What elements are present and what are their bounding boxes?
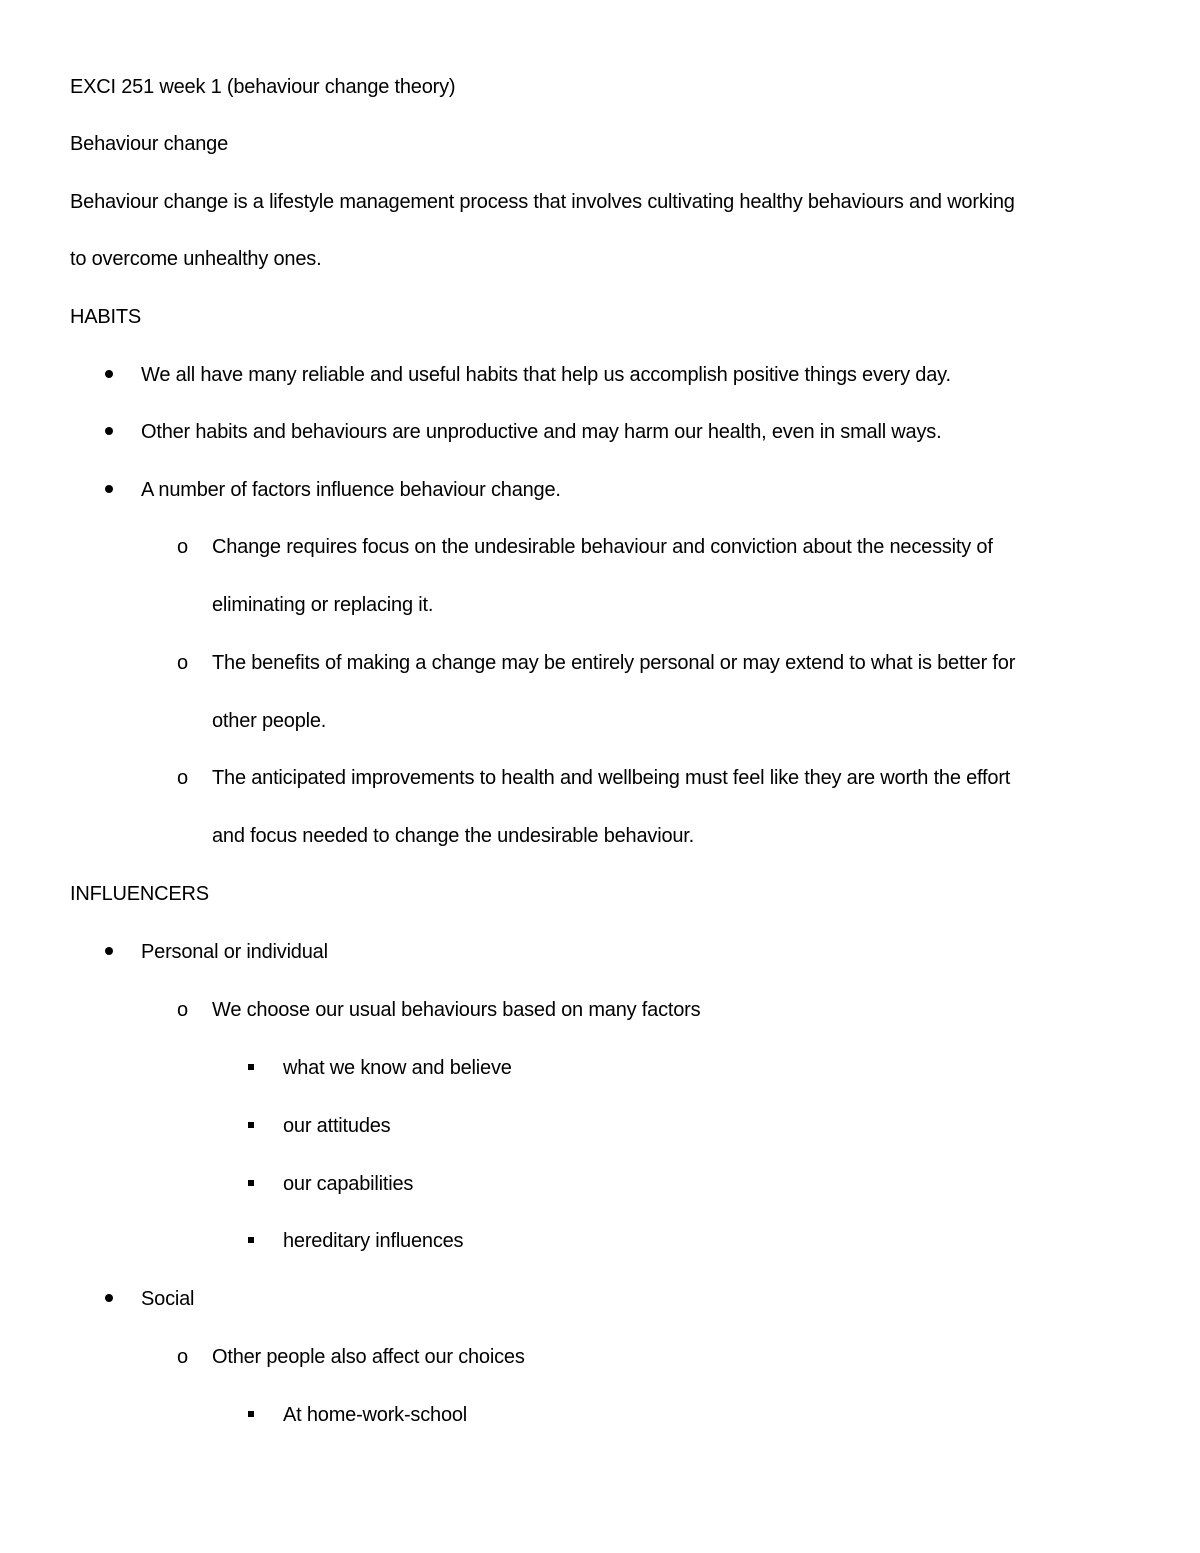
bullet-circle-icon: o xyxy=(177,536,189,558)
habits-subbullet-1-line-2: eliminating or replacing it. xyxy=(212,594,434,616)
bullet-disc-icon xyxy=(105,1294,113,1302)
bullet-disc-icon xyxy=(105,485,113,493)
personal-factor-2: our attitudes xyxy=(283,1115,391,1137)
personal-factor-3: our capabilities xyxy=(283,1173,414,1195)
influencers-heading: INFLUENCERS xyxy=(70,883,209,905)
bullet-disc-icon xyxy=(105,370,113,378)
personal-factor-4: hereditary influences xyxy=(283,1230,464,1252)
personal-factor-1: what we know and believe xyxy=(283,1057,512,1079)
bullet-square-icon xyxy=(248,1180,254,1186)
bullet-disc-icon xyxy=(105,947,113,955)
habits-subbullet-1-line-1: Change requires focus on the undesirable behaviour and conviction about the necessity of xyxy=(212,536,993,558)
bullet-circle-icon: o xyxy=(177,652,189,674)
definition-line-2: to overcome unhealthy ones. xyxy=(70,248,322,270)
bullet-square-icon xyxy=(248,1411,254,1417)
bullet-circle-icon: o xyxy=(177,1346,189,1368)
social-factor-1: At home-work-school xyxy=(283,1404,468,1426)
bullet-circle-icon: o xyxy=(177,767,189,789)
influencer-social: Social xyxy=(141,1288,195,1310)
bullet-square-icon xyxy=(248,1237,254,1243)
bullet-disc-icon xyxy=(105,427,113,435)
bullet-square-icon xyxy=(248,1122,254,1128)
section-subtitle: Behaviour change xyxy=(70,133,229,155)
habits-bullet-3: A number of factors influence behaviour change. xyxy=(141,479,561,501)
habits-subbullet-2-line-1: The benefits of making a change may be entirely personal or may extend to what is better for xyxy=(212,652,1016,674)
habits-bullet-2: Other habits and behaviours are unproductive and may harm our health, even in small ways. xyxy=(141,421,942,443)
habits-heading: HABITS xyxy=(70,306,142,328)
habits-subbullet-3-line-1: The anticipated improvements to health and wellbeing must feel like they are worth the effort xyxy=(212,767,1011,789)
habits-subbullet-2-line-2: other people. xyxy=(212,710,327,732)
bullet-square-icon xyxy=(248,1064,254,1070)
document-title: EXCI 251 week 1 (behaviour change theory) xyxy=(70,76,456,98)
habits-bullet-1: We all have many reliable and useful habits that help us accomplish positive things every day. xyxy=(141,364,951,386)
habits-subbullet-3-line-2: and focus needed to change the undesirable behaviour. xyxy=(212,825,695,847)
definition-line-1: Behaviour change is a lifestyle management process that involves cultivating healthy behaviours and working xyxy=(70,191,1015,213)
influencer-personal-sub: We choose our usual behaviours based on many factors xyxy=(212,999,701,1021)
influencer-personal: Personal or individual xyxy=(141,941,328,963)
influencer-social-sub: Other people also affect our choices xyxy=(212,1346,525,1368)
bullet-circle-icon: o xyxy=(177,999,189,1021)
